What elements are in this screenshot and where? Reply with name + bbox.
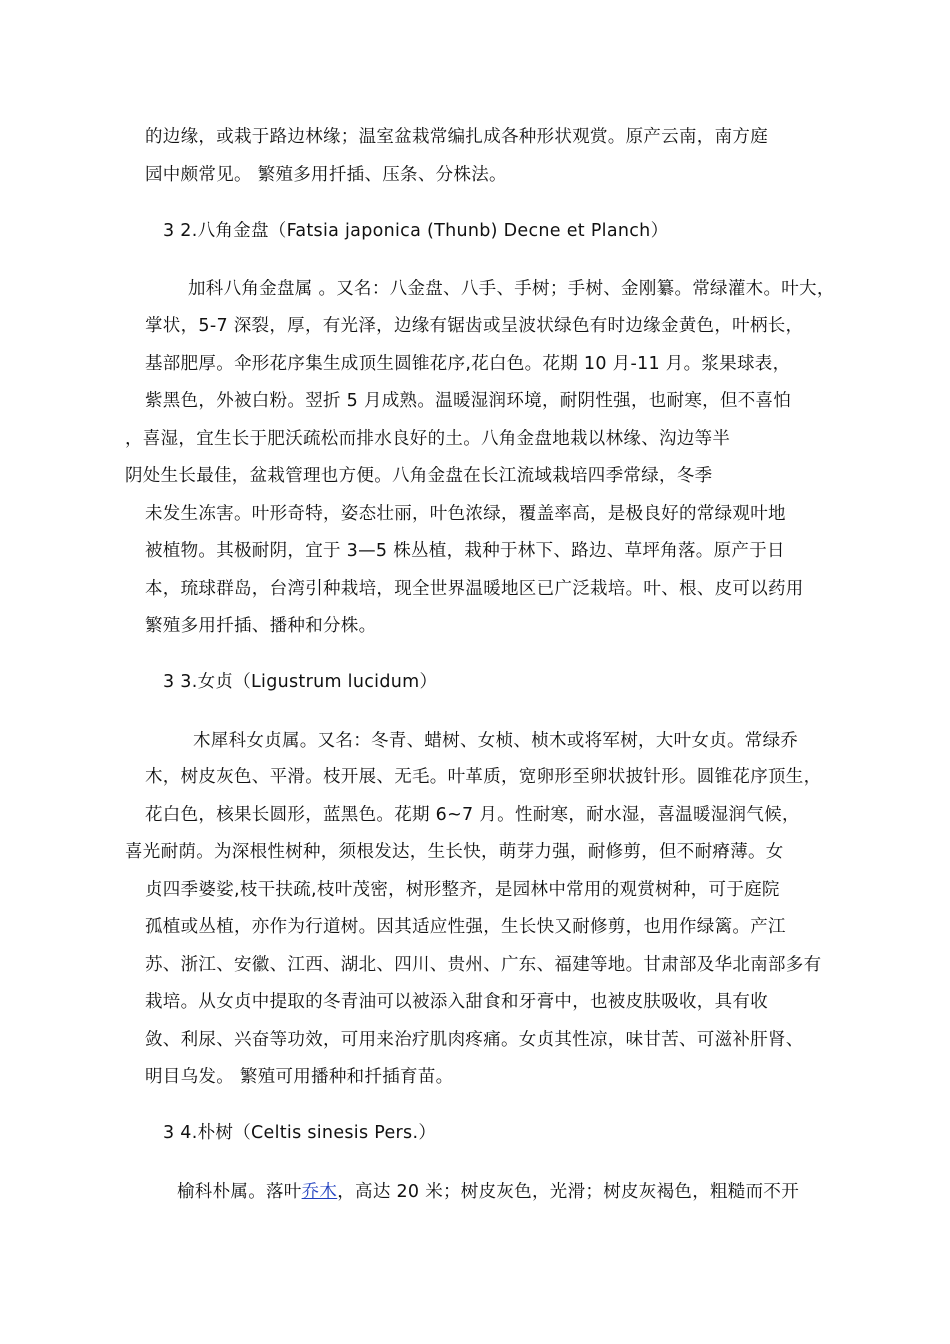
- paragraph-line: 苏、浙江、安徽、江西、湖北、四川、贵州、广东、福建等地。甘肃部及华北南部多有: [145, 955, 822, 975]
- paragraph-line: [177, 1180, 799, 1204]
- paragraph-line: 园中颇常见。 繁殖多用扦插、压条、分株法。: [145, 165, 507, 185]
- paragraph-line: 本，琉球群岛，台湾引种栽培，现全世界温暖地区已广泛栽培。叶、根、皮可以药用: [145, 579, 804, 599]
- section-heading-fatsia: 3 2.八角金盘（Fatsia japonica (Thunb) Decne et Planch）: [163, 221, 669, 241]
- paragraph-line: 栽培。从女贞中提取的冬青油可以被添入甜食和牙膏中，也被皮肤吸收，具有收: [145, 992, 768, 1012]
- paragraph-line: 紫黑色，外被白粉。翌折 5 月成熟。温暖湿润环境，耐阴性强，也耐寒，但不喜怕: [145, 391, 792, 411]
- paragraph-line: 孤植或丛植，亦作为行道树。因其适应性强，生长快又耐修剪，也用作绿篱。产江: [145, 917, 786, 937]
- paragraph-line: 掌状，5-7 深裂，厚，有光泽，边缘有锯齿或呈波状绿色有时边缘金黄色，叶柄长，: [145, 316, 804, 336]
- section-heading-ligustrum: 3 3.女贞（Ligustrum lucidum）: [163, 672, 438, 692]
- section-heading-celtis: 3 4.朴树（Celtis sinesis Pers.）: [163, 1123, 437, 1143]
- paragraph-line: 被植物。其极耐阴，宜于 3—5 株丛植，栽种于林下、路边、草坪角落。原产于日: [145, 541, 785, 561]
- paragraph-line: 加科八角金盘属 。又名：八金盘、八手、手树；手树、金刚纂。常绿灌木。叶大，: [188, 279, 835, 299]
- paragraph-line: 木犀科女贞属。又名：冬青、蜡树、女桢、桢木或将军树，大叶女贞。常绿乔: [193, 731, 799, 751]
- paragraph-line: 未发生冻害。叶形奇特，姿态壮丽，叶色浓绿，覆盖率高，是极良好的常绿观叶地: [145, 504, 786, 524]
- paragraph-line: ，喜湿，宜生长于肥沃疏松而排水良好的土。八角金盘地栽以林缘、沟边等半: [125, 429, 731, 449]
- paragraph-line: 花白色，核果长圆形，蓝黑色。花期 6~7 月。性耐寒，耐水湿，喜温暖湿润气候，: [145, 805, 800, 825]
- paragraph-line: 木，树皮灰色、平滑。枝开展、无毛。叶革质，宽卵形至卵状披针形。圆锥花序顶生，: [145, 767, 822, 787]
- paragraph-line: 的边缘，或栽于路边林缘；温室盆栽常编扎成各种形状观赏。原产云南，南方庭: [145, 127, 768, 147]
- paragraph-line: 繁殖多用扦插、播种和分株。: [145, 616, 377, 636]
- paragraph-line: 贞四季婆娑,枝干扶疏,枝叶茂密，树形整齐，是园林中常用的观赏树种，可于庭院: [145, 880, 780, 900]
- paragraph-line: 基部肥厚。伞形花序集生成顶生圆锥花序,花白色。花期 10 月-11 月。浆果球表，: [145, 354, 791, 374]
- paragraph-line: 明目乌发。 繁殖可用播种和扦插育苗。: [145, 1067, 454, 1087]
- tree-link[interactable]: 乔木: [301, 1182, 338, 1202]
- line-text: 榆科朴属。落叶: [177, 1182, 302, 1202]
- paragraph-line: 喜光耐荫。为深根性树种，须根发达，生长快，萌芽力强，耐修剪，但不耐瘠薄。女: [125, 842, 784, 862]
- line-text: ，高达 20 米；树皮灰色，光滑；树皮灰褐色，粗糙而不开: [337, 1182, 800, 1202]
- paragraph-line: 阴处生长最佳，盆栽管理也方便。八角金盘在长江流域栽培四季常绿，冬季: [125, 466, 713, 486]
- paragraph-line: 敛、利尿、兴奋等功效，可用来治疗肌肉疼痛。女贞其性凉，味甘苦、可滋补肝肾、: [145, 1030, 804, 1050]
